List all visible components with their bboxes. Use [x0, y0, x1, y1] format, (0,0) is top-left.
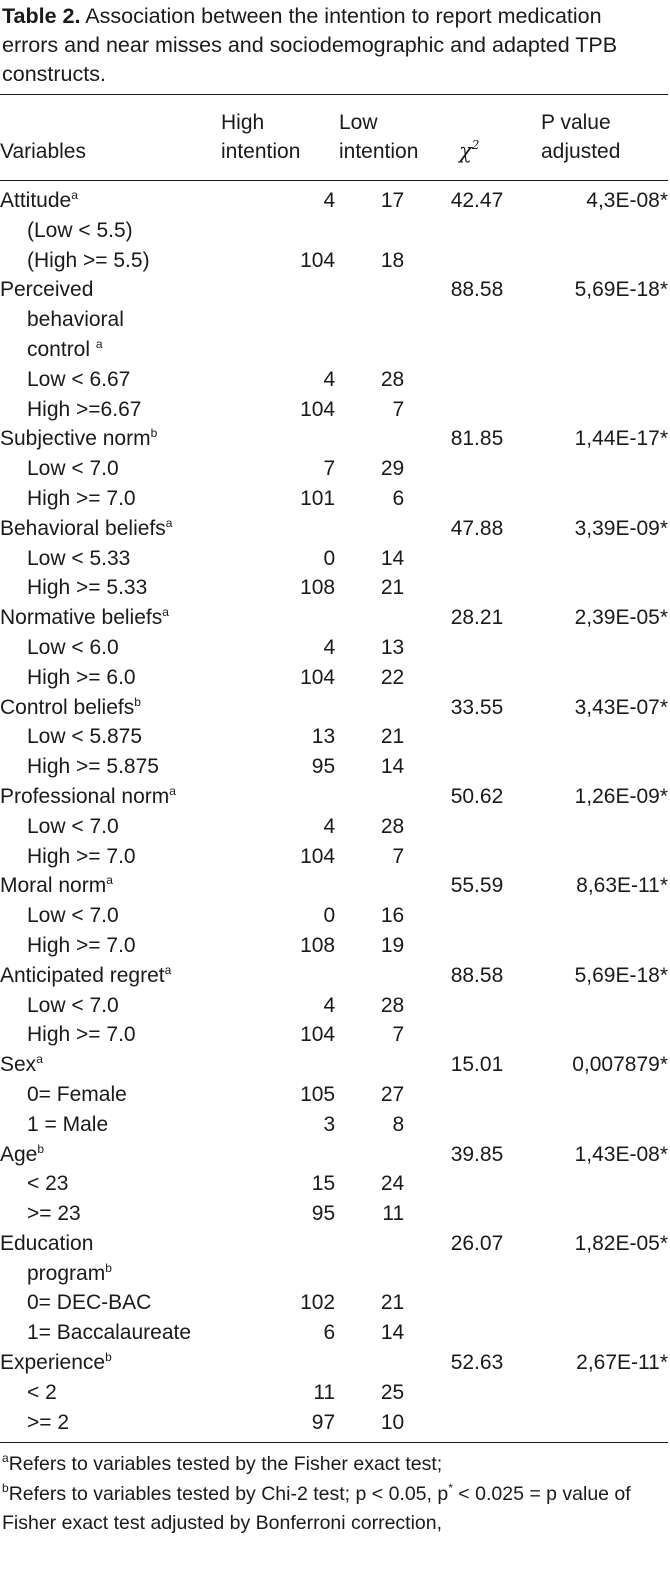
- chi-square-cell: [404, 1199, 503, 1229]
- high-intention-cell: [255, 782, 336, 812]
- high-intention-cell: [255, 514, 336, 544]
- chi-square-cell: [404, 931, 503, 961]
- variable-label: Low < 5.875: [27, 725, 143, 749]
- low-intention-cell: 17: [380, 189, 405, 212]
- high-intention-cell: 0: [323, 546, 336, 570]
- low-intention-cell: [335, 961, 404, 991]
- p-value-cell: 3,43E-07*: [574, 695, 668, 719]
- variable-label: (Low < 5.5): [27, 218, 133, 242]
- table-row: [0, 1408, 668, 1438]
- variable-label: High >= 6.0: [27, 665, 136, 689]
- variable-label: 1 = Male: [27, 1112, 109, 1136]
- chi-square-cell: [404, 1259, 503, 1289]
- header-high-intention: High intention: [221, 111, 301, 163]
- p-value-cell: [503, 812, 668, 842]
- p-value-cell: [503, 1259, 668, 1289]
- chi-square-cell: [404, 365, 503, 395]
- table-row: [0, 305, 668, 335]
- p-value-cell: [503, 842, 668, 872]
- low-intention-cell: 13: [380, 635, 405, 659]
- footnote-marker: a: [169, 783, 176, 798]
- high-intention-cell: [255, 305, 336, 335]
- low-intention-cell: [335, 1348, 404, 1378]
- chi-square-cell: 88.58: [450, 963, 504, 987]
- variable-label: High >=6.67: [27, 397, 142, 421]
- table-caption-text: Association between the intention to report medication errors and near misses and sociodemographic and adapted TPB constructs.: [2, 4, 618, 86]
- chi-square-cell: [404, 991, 503, 1021]
- variable-label: Perceived: [0, 278, 94, 302]
- low-intention-cell: 19: [380, 933, 405, 957]
- p-value-cell: 0,007879*: [572, 1053, 668, 1077]
- table-row: [0, 931, 668, 961]
- variable-label: Low < 5.33: [27, 546, 131, 570]
- variable-label: program$^b$: [27, 1260, 112, 1285]
- p-value-cell: [503, 1199, 668, 1229]
- table-row: [0, 1020, 668, 1050]
- table-row: [0, 991, 668, 1021]
- table-row: [0, 1378, 668, 1408]
- chi-square-cell: 47.88: [450, 516, 504, 540]
- p-value-cell: [503, 1318, 668, 1348]
- high-intention-cell: 104: [300, 1023, 336, 1047]
- table-row: [0, 752, 668, 782]
- variable-label: High >= 7.0: [27, 933, 136, 957]
- high-intention-cell: 11: [313, 1380, 336, 1404]
- high-intention-cell: 13: [311, 725, 336, 749]
- p-value-cell: [503, 335, 668, 365]
- table-row: [0, 365, 668, 395]
- chi-square-cell: 39.85: [450, 1142, 504, 1166]
- low-intention-cell: [335, 1140, 404, 1170]
- chi-square-cell: [404, 1318, 503, 1348]
- table-row: [0, 454, 668, 484]
- p-value-cell: 8,63E-11*: [576, 874, 668, 898]
- variable-label: Attitude$^a$: [0, 188, 78, 212]
- table-row: [0, 1080, 668, 1110]
- low-intention-cell: 6: [392, 486, 405, 510]
- footnote-marker: a: [71, 188, 78, 202]
- chi-square-cell: [404, 812, 503, 842]
- p-value-cell: [503, 365, 668, 395]
- high-intention-cell: [255, 424, 336, 454]
- header-variables: Variables: [0, 140, 86, 163]
- low-intention-cell: 14: [380, 1321, 405, 1345]
- chi-square-cell: [404, 216, 503, 246]
- high-intention-cell: [255, 216, 336, 246]
- low-intention-cell: [335, 603, 404, 633]
- variable-label: >= 2: [27, 1410, 70, 1434]
- high-intention-cell: 3: [323, 1112, 336, 1136]
- footnote-marker: a: [106, 873, 113, 888]
- table-row: [0, 633, 668, 663]
- table-label: Table 2.: [2, 4, 81, 28]
- bottom-rule: [0, 1442, 668, 1443]
- chi-square-cell: 28.21: [450, 606, 504, 630]
- table-row: [0, 603, 668, 633]
- p-value-cell: [503, 484, 668, 514]
- chi-square-cell: 42.47: [450, 189, 504, 212]
- table-row: [0, 514, 668, 544]
- footnote-marker: b: [37, 1141, 45, 1156]
- table-row: [0, 246, 668, 276]
- table-row: [0, 1050, 668, 1080]
- variable-label: Low < 7.0: [27, 457, 119, 481]
- high-intention-cell: 97: [311, 1410, 336, 1434]
- table-row: [0, 216, 668, 246]
- low-intention-cell: 14: [380, 755, 405, 779]
- low-intention-cell: 28: [380, 814, 405, 838]
- variable-label: 0= Female: [27, 1082, 127, 1106]
- header-p-value: P value adjusted: [541, 111, 621, 163]
- p-value-cell: [503, 1020, 668, 1050]
- p-value-cell: [503, 991, 668, 1021]
- variable-label: (High >= 5.5): [27, 248, 150, 272]
- table-row: [0, 871, 668, 901]
- low-intention-cell: 8: [392, 1112, 405, 1136]
- p-value-cell: [503, 1110, 668, 1140]
- variable-label: Low < 7.0: [27, 993, 119, 1017]
- high-intention-cell: 0: [323, 904, 336, 928]
- chi-square-cell: [404, 484, 503, 514]
- high-intention-cell: [255, 1229, 336, 1259]
- p-value-cell: [503, 901, 668, 931]
- variable-label: High >= 7.0: [27, 844, 136, 868]
- p-value-cell: [503, 1169, 668, 1199]
- table-row: [0, 1110, 668, 1140]
- table-row: [0, 1199, 668, 1229]
- low-intention-cell: 24: [380, 1172, 405, 1196]
- p-value-cell: [503, 1408, 668, 1438]
- footnote-a: $^a$Refers to variables tested by the Fisher exact test;: [2, 1451, 443, 1475]
- table-row: [0, 722, 668, 752]
- low-intention-cell: 29: [380, 457, 405, 481]
- table-row: [0, 544, 668, 574]
- high-intention-cell: 4: [323, 814, 336, 838]
- chi-square-cell: [404, 663, 503, 693]
- chi-square-cell: [404, 1288, 503, 1318]
- chi-square-cell: [404, 1110, 503, 1140]
- high-intention-cell: [255, 603, 336, 633]
- table-row: [0, 1259, 668, 1289]
- low-intention-cell: 7: [392, 1023, 405, 1047]
- low-intention-cell: 7: [392, 844, 405, 868]
- chi-square-cell: [404, 305, 503, 335]
- footnote-marker: a: [36, 1052, 43, 1067]
- low-intention-cell: 22: [380, 665, 405, 689]
- chi-square-cell: [404, 395, 503, 425]
- p-value-cell: [503, 1080, 668, 1110]
- chi-square-cell: [404, 1169, 503, 1199]
- high-intention-cell: 4: [323, 635, 336, 659]
- high-intention-cell: 102: [300, 1291, 336, 1315]
- variable-label: Moral norm$^a$: [0, 873, 113, 898]
- variable-label: Subjective norm$^b$: [0, 426, 158, 451]
- table-row: [0, 901, 668, 931]
- table-row: [0, 812, 668, 842]
- high-intention-cell: [255, 1140, 336, 1170]
- high-intention-cell: 108: [300, 576, 336, 600]
- variable-label: < 2: [27, 1380, 57, 1404]
- variable-label: behavioral: [27, 308, 124, 332]
- table-row: [0, 395, 668, 425]
- low-intention-cell: 11: [382, 1202, 405, 1226]
- p-value-cell: [503, 246, 668, 276]
- table-row: [0, 186, 668, 216]
- high-intention-cell: 4: [323, 189, 336, 212]
- top-rule: [0, 94, 668, 95]
- high-intention-cell: 7: [323, 457, 336, 481]
- footnote-marker: a: [162, 605, 169, 620]
- p-value-cell: [503, 752, 668, 782]
- high-intention-cell: [255, 961, 336, 991]
- p-value-cell: [503, 544, 668, 574]
- chi-square-cell: 26.07: [450, 1231, 504, 1255]
- low-intention-cell: 27: [380, 1082, 405, 1106]
- high-intention-cell: [255, 1259, 336, 1289]
- p-value-cell: [503, 573, 668, 603]
- chi-square-cell: [404, 454, 503, 484]
- p-value-cell: 4,3E-08*: [586, 189, 668, 212]
- high-intention-cell: 15: [311, 1172, 336, 1196]
- variable-label: High >= 5.875: [27, 755, 159, 779]
- chi-square-cell: 52.63: [450, 1351, 504, 1375]
- chi-square-cell: 88.58: [450, 278, 504, 302]
- high-intention-cell: 6: [323, 1321, 336, 1345]
- footnote-marker: a: [165, 515, 173, 530]
- table-row: [0, 663, 668, 693]
- low-intention-cell: 28: [380, 367, 405, 391]
- p-value-cell: [503, 931, 668, 961]
- chi-square-cell: 81.85: [450, 427, 504, 451]
- header-rule: [0, 180, 668, 181]
- low-intention-cell: [335, 782, 404, 812]
- variable-label: < 23: [27, 1172, 69, 1196]
- low-intention-cell: 14: [380, 546, 405, 570]
- low-intention-cell: [335, 275, 404, 305]
- table-row: [0, 842, 668, 872]
- p-value-cell: [503, 395, 668, 425]
- table-caption: [2, 2, 662, 89]
- p-value-cell: 1,26E-09*: [574, 784, 668, 808]
- high-intention-cell: 4: [323, 367, 336, 391]
- p-value-cell: 2,39E-05*: [574, 606, 668, 630]
- p-value-cell: 2,67E-11*: [576, 1351, 668, 1375]
- variable-label: Education: [0, 1231, 94, 1255]
- high-intention-cell: 101: [300, 486, 336, 510]
- chi-square-cell: 55.59: [450, 874, 504, 898]
- low-intention-cell: [335, 693, 404, 723]
- high-intention-cell: 95: [311, 755, 336, 779]
- variable-label: 0= DEC-BAC: [27, 1291, 152, 1315]
- high-intention-cell: 104: [300, 397, 336, 421]
- data-table: [0, 186, 668, 1437]
- table-row: [0, 1140, 668, 1170]
- p-value-cell: [503, 216, 668, 246]
- chi-square-cell: [404, 752, 503, 782]
- table-row: [0, 961, 668, 991]
- footnote-marker: b: [105, 1350, 112, 1365]
- low-intention-cell: 21: [380, 1291, 405, 1315]
- p-value-cell: 1,44E-17*: [574, 427, 668, 451]
- low-intention-cell: 28: [380, 993, 405, 1017]
- p-value-cell: 1,82E-05*: [574, 1231, 668, 1255]
- table-row: [0, 1318, 668, 1348]
- footnote-marker: a: [164, 962, 172, 977]
- chi-square-cell: [404, 1378, 503, 1408]
- footnote-b: $^b$Refers to variables tested by Chi-2 test; p < 0.05, p* < 0.025 = p value of Fisher exact test adjusted by Bonferroni correction,: [2, 1481, 631, 1534]
- low-intention-cell: [335, 305, 404, 335]
- low-intention-cell: [335, 335, 404, 365]
- variable-label: Sex$^a$: [0, 1052, 43, 1077]
- variable-label: Professional norm$^a$: [0, 783, 176, 808]
- p-value-cell: 5,69E-18*: [574, 278, 668, 302]
- table-row: [0, 335, 668, 365]
- high-intention-cell: 108: [300, 933, 336, 957]
- header-chi-square: $\chi^2$: [459, 138, 480, 163]
- table-row: [0, 1169, 668, 1199]
- chi-square-cell: [404, 1080, 503, 1110]
- p-value-cell: 1,43E-08*: [574, 1142, 668, 1166]
- footnote-marker: b: [105, 1260, 112, 1275]
- low-intention-cell: 16: [380, 904, 405, 928]
- variable-label: Control beliefs$^b$: [0, 694, 141, 719]
- p-value-cell: [503, 722, 668, 752]
- variable-label: Low < 6.0: [27, 635, 119, 659]
- footnote-marker: b: [150, 426, 158, 441]
- chi-square-cell: [404, 246, 503, 276]
- variable-label: 1= Baccalaureate: [27, 1321, 192, 1345]
- chi-square-cell: 33.55: [450, 695, 504, 719]
- chi-square-cell: 50.62: [450, 784, 504, 808]
- low-intention-cell: 18: [380, 248, 405, 272]
- high-intention-cell: [255, 335, 336, 365]
- high-intention-cell: [255, 1348, 336, 1378]
- high-intention-cell: 95: [311, 1202, 336, 1226]
- variable-label: control $^a$: [27, 336, 103, 361]
- table-row: [0, 1229, 668, 1259]
- table-row: [0, 573, 668, 603]
- p-value-cell: [503, 663, 668, 693]
- chi-square-cell: [404, 1020, 503, 1050]
- chi-square-cell: [404, 1408, 503, 1438]
- low-intention-cell: 25: [380, 1380, 405, 1404]
- high-intention-cell: 4: [323, 993, 336, 1017]
- low-intention-cell: 21: [380, 725, 405, 749]
- variable-label: High >= 7.0: [27, 486, 136, 510]
- chi-square-cell: [404, 842, 503, 872]
- variable-label: >= 23: [27, 1202, 81, 1226]
- variable-label: High >= 7.0: [27, 1023, 136, 1047]
- low-intention-cell: [335, 216, 404, 246]
- variable-label: Normative beliefs$^a$: [0, 605, 169, 630]
- variable-label: High >= 5.33: [27, 576, 148, 600]
- high-intention-cell: 104: [300, 665, 336, 689]
- table-row: [0, 1348, 668, 1378]
- table-row: [0, 1288, 668, 1318]
- high-intention-cell: [255, 871, 336, 901]
- p-value-cell: [503, 454, 668, 484]
- high-intention-cell: 104: [300, 248, 336, 272]
- low-intention-cell: [335, 871, 404, 901]
- variable-label: Low < 7.0: [27, 814, 119, 838]
- table-row: [0, 484, 668, 514]
- variable-label: Experience$^b$: [0, 1350, 112, 1375]
- p-value-cell: 5,69E-18*: [574, 963, 668, 987]
- chi-square-cell: [404, 573, 503, 603]
- header-low-intention: Low intention: [339, 111, 419, 163]
- high-intention-cell: [255, 275, 336, 305]
- low-intention-cell: 21: [380, 576, 405, 600]
- table-row: [0, 424, 668, 454]
- chi-square-cell: [404, 633, 503, 663]
- variable-label: Age$^b$: [0, 1141, 45, 1166]
- low-intention-cell: [335, 1229, 404, 1259]
- table-row: [0, 275, 668, 305]
- low-intention-cell: [335, 424, 404, 454]
- table-row: [0, 693, 668, 723]
- low-intention-cell: [335, 514, 404, 544]
- p-value-cell: [503, 305, 668, 335]
- p-value-cell: [503, 633, 668, 663]
- variable-label: Behavioral beliefs$^a$: [0, 515, 173, 540]
- low-intention-cell: 10: [380, 1410, 405, 1434]
- table-row: [0, 782, 668, 812]
- low-intention-cell: [335, 1259, 404, 1289]
- p-value-cell: [503, 1378, 668, 1408]
- chi-square-cell: [404, 544, 503, 574]
- low-intention-cell: [335, 1050, 404, 1080]
- low-intention-cell: 7: [392, 397, 405, 421]
- chi-square-cell: 15.01: [450, 1053, 504, 1077]
- chi-square-cell: [404, 335, 503, 365]
- variable-label: Anticipated regret$^a$: [0, 962, 172, 987]
- high-intention-cell: [255, 1050, 336, 1080]
- variable-label: Low < 7.0: [27, 904, 119, 928]
- p-value-cell: [503, 1288, 668, 1318]
- high-intention-cell: 104: [300, 844, 336, 868]
- variable-label: Low < 6.67: [27, 367, 131, 391]
- high-intention-cell: [255, 693, 336, 723]
- chi-square-cell: [404, 901, 503, 931]
- footnote-marker: a: [95, 336, 103, 351]
- p-value-cell: 3,39E-09*: [574, 516, 668, 540]
- high-intention-cell: 105: [300, 1082, 336, 1106]
- chi-square-cell: [404, 722, 503, 752]
- footnote-marker: b: [134, 694, 141, 709]
